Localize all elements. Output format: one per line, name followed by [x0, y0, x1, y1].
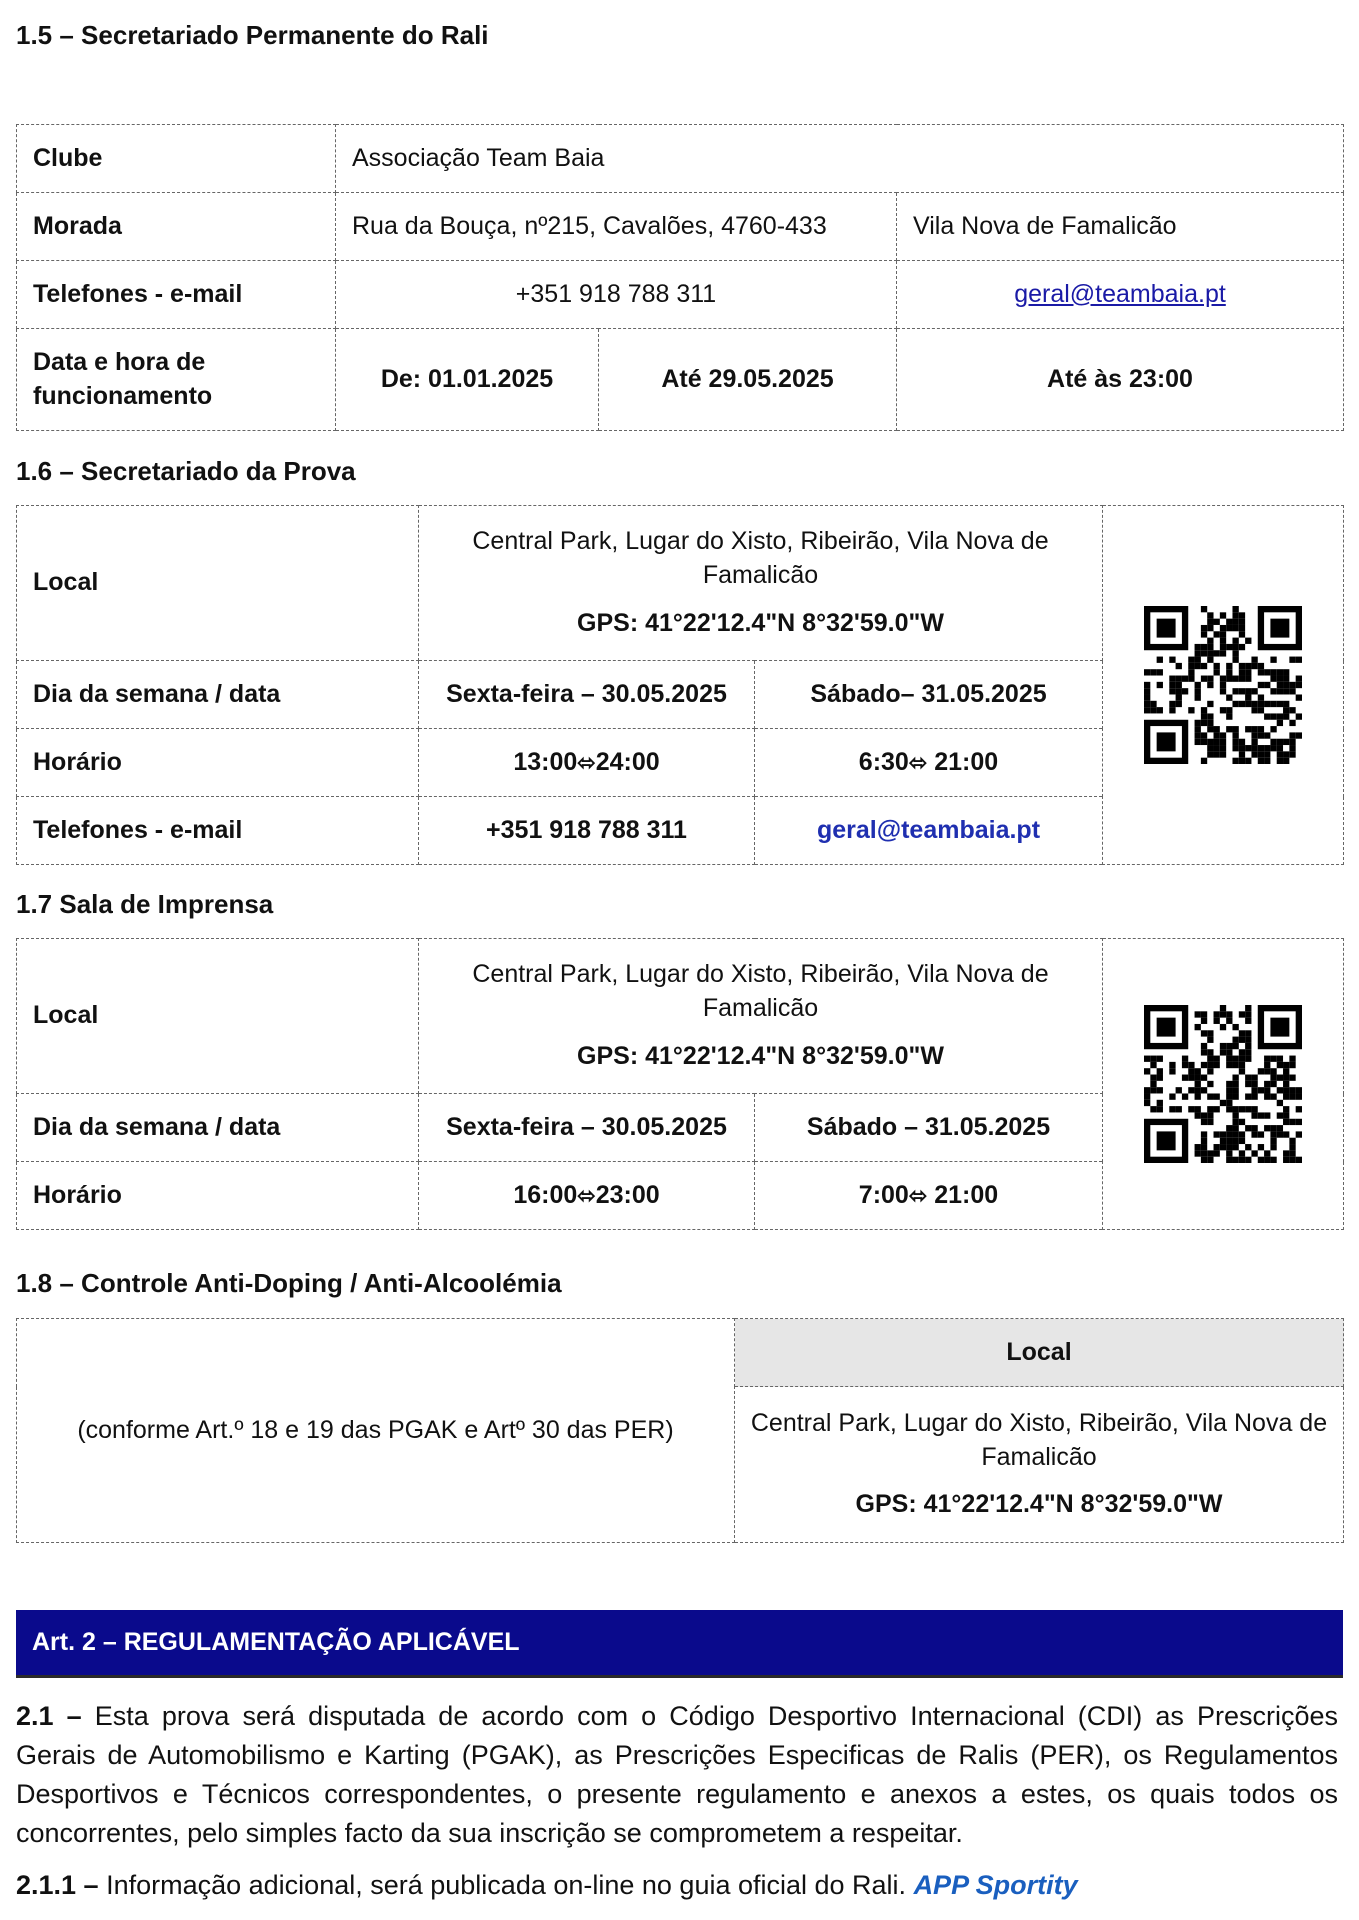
telefones-label: Telefones - e-mail: [17, 797, 419, 865]
until-date: Até 29.05.2025: [599, 329, 897, 431]
local-value: Central Park, Lugar do Xisto, Ribeirão, Vila Nova de Famalicão: [750, 1408, 1328, 1471]
morada-value: Rua da Bouça, nº215, Cavalões, 4760-433: [336, 193, 897, 261]
dia-1: Sexta-feira – 30.05.2025: [419, 1094, 755, 1162]
gps-coordinates: GPS: 41°22'12.4"N 8°32'59.0"W: [577, 608, 944, 637]
table-secretariado-prova: [16, 505, 1344, 865]
telefones-label: Telefones - e-mail: [17, 261, 336, 329]
horario-2: [755, 1162, 1103, 1230]
section-title-1-5: 1.5 – Secretariado Permanente do Rali: [16, 20, 489, 50]
clube-value: Associação Team Baia: [336, 125, 1344, 193]
local-label: Local: [17, 506, 419, 661]
left-right-arrow-icon: ⬄: [908, 749, 928, 775]
table-row: [17, 939, 1344, 1094]
horario-2-end: 21:00: [934, 747, 999, 776]
dia-label: Dia da semana / data: [17, 661, 419, 729]
local-label: Local: [17, 939, 419, 1094]
dia-label: Dia da semana / data: [17, 1094, 419, 1162]
paragraph-2-1-text: Esta prova será disputada de acordo com o Código Desportivo Internacional (CDI) as Prescrições Gerais de Automobilismo e Karting (PGAK), as Prescrições Especificas de Ralis (PER), os Regulamentos Desportivos e Técnicos correspondentes, o presente regulamento e anexos a estes, os quais todos os concorrentes, pelo simples facto da sua inscrição se comprometem a respeitar.: [16, 1701, 1338, 1848]
table-row: [17, 329, 1344, 431]
paragraph-2-1: [16, 1697, 1338, 1853]
paragraph-2-1-1-number: 2.1.1 –: [16, 1870, 99, 1900]
email-link[interactable]: geral@teambaia.pt: [1014, 279, 1226, 308]
section-title-1-6: 1.6 – Secretariado da Prova: [16, 456, 356, 486]
horario-2: [755, 729, 1103, 797]
section-title-1-8: 1.8 – Controle Anti-Doping / Anti-Alcoolémia: [16, 1268, 562, 1298]
dia-2: Sábado– 31.05.2025: [755, 661, 1103, 729]
clube-label: Clube: [17, 125, 336, 193]
horario-label: Horário: [17, 1162, 419, 1230]
app-sportity-link[interactable]: APP Sportity: [913, 1870, 1078, 1900]
local-header: Local: [735, 1319, 1344, 1387]
local-value: Central Park, Lugar do Xisto, Ribeirão, Vila Nova de Famalicão: [472, 527, 1049, 590]
from-date: De: 01.01.2025: [336, 329, 599, 431]
horario-1: [419, 729, 755, 797]
art2-banner: Art. 2 – REGULAMENTAÇÃO APLICÁVEL: [16, 1610, 1343, 1678]
qr-cell: [1103, 939, 1344, 1230]
section-title-1-7: 1.7 Sala de Imprensa: [16, 889, 274, 919]
dia-2: Sábado – 31.05.2025: [755, 1094, 1103, 1162]
paragraph-2-1-1: [16, 1866, 1338, 1905]
qr-cell: [1103, 506, 1344, 865]
left-right-arrow-icon: ⬄: [577, 749, 596, 775]
telefone-value: +351 918 788 311: [336, 261, 897, 329]
table-sala-imprensa: [16, 938, 1344, 1230]
qr-code-icon[interactable]: [1144, 1005, 1302, 1163]
table-row: [17, 506, 1344, 661]
horario-2-end: 21:00: [934, 1180, 999, 1209]
horario-1: [419, 1162, 755, 1230]
table-row: [17, 193, 1344, 261]
email-link[interactable]: geral@teambaia.pt: [816, 815, 1041, 844]
horario-2-start: 6:30: [858, 747, 909, 776]
table-row: [17, 1319, 1344, 1387]
horario-1-start: 16:00: [513, 1180, 578, 1209]
left-right-arrow-icon: ⬄: [908, 1182, 928, 1208]
horario-2-start: 7:00: [858, 1180, 909, 1209]
funcionamento-label: Data e hora de funcionamento: [17, 329, 336, 431]
morada-label: Morada: [17, 193, 336, 261]
horario-label: Horário: [17, 729, 419, 797]
paragraph-2-1-number: 2.1 –: [16, 1701, 82, 1731]
dia-1: Sexta-feira – 30.05.2025: [419, 661, 755, 729]
table-row: [17, 261, 1344, 329]
local-value: Central Park, Lugar do Xisto, Ribeirão, Vila Nova de Famalicão: [472, 960, 1049, 1023]
qr-code-icon[interactable]: [1144, 606, 1302, 764]
table-secretariado-permanente: [16, 124, 1344, 431]
left-right-arrow-icon: ⬄: [577, 1182, 596, 1208]
until-hour: Até às 23:00: [897, 329, 1344, 431]
horario-1-start: 13:00: [513, 747, 578, 776]
paragraph-2-1-1-text: Informação adicional, será publicada on-line no guia oficial do Rali.: [98, 1870, 914, 1900]
table-row: [17, 125, 1344, 193]
anti-doping-note: (conforme Art.º 18 e 19 das PGAK e Artº 30 das PER): [17, 1319, 735, 1543]
gps-coordinates: GPS: 41°22'12.4"N 8°32'59.0"W: [855, 1490, 1223, 1519]
morada-city: Vila Nova de Famalicão: [897, 193, 1344, 261]
gps-coordinates: GPS: 41°22'12.4"N 8°32'59.0"W: [577, 1041, 944, 1070]
table-anti-doping: [16, 1318, 1344, 1543]
telefone-value: +351 918 788 311: [419, 797, 755, 865]
horario-1-end: 23:00: [595, 1180, 660, 1209]
horario-1-end: 24:00: [595, 747, 660, 776]
